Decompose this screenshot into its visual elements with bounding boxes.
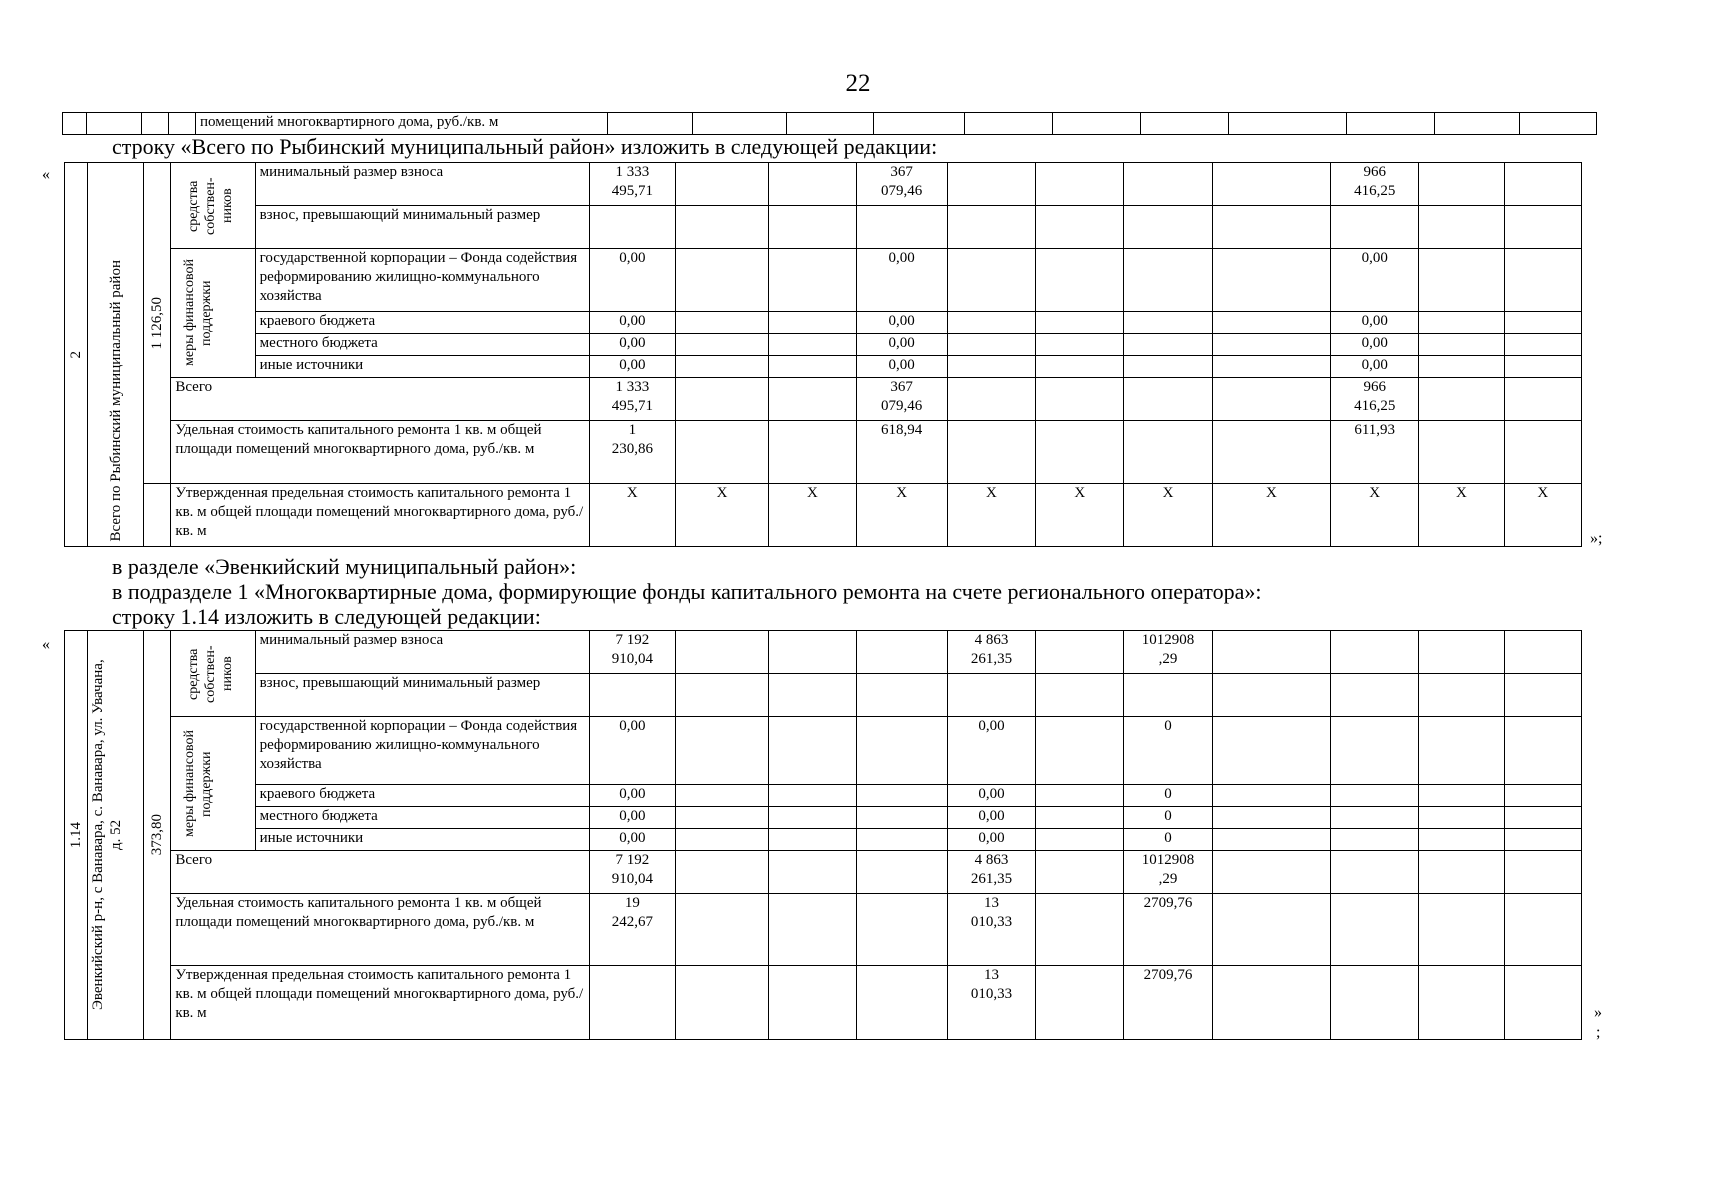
cell-value: 0,00 bbox=[856, 312, 947, 334]
x-mark: Х bbox=[1124, 484, 1212, 547]
regional-budget-label: краевого бюджета bbox=[255, 312, 589, 334]
cell-value: 13 010,33 bbox=[947, 894, 1035, 966]
open-quote-1: « bbox=[42, 166, 50, 183]
x-mark: Х bbox=[1419, 484, 1504, 547]
cell-value: 0,00 bbox=[947, 807, 1035, 829]
cell-value: 0,00 bbox=[589, 312, 675, 334]
cell-value: 0 bbox=[1124, 807, 1212, 829]
approved-cost-label: Утвержденная предельная стоимость капитального ремонта 1 кв. м общей площади помещений многоквартирного дома, руб./кв. м bbox=[171, 966, 589, 1040]
local-budget-label: местного бюджета bbox=[255, 807, 589, 829]
cell-value: 1 230,86 bbox=[589, 421, 675, 484]
cell-value: 19 242,67 bbox=[589, 894, 675, 966]
area-cell: 1 126,50 bbox=[144, 163, 171, 484]
support-header: меры финансовой поддержки bbox=[171, 717, 255, 851]
cell-value: 0,00 bbox=[1331, 356, 1419, 378]
local-budget-label: местного бюджета bbox=[255, 334, 589, 356]
unit-cost-label: Удельная стоимость капитального ремонта 1 кв. м общей площади помещений многоквартирного дома, руб./кв. м bbox=[171, 894, 589, 966]
instruction-evenki-section: в разделе «Эвенкийский муниципальный район»: bbox=[112, 554, 577, 579]
cell-value: 0,00 bbox=[1331, 249, 1419, 312]
cell-value: 2709,76 bbox=[1124, 894, 1212, 966]
cell-value: 7 192 910,04 bbox=[589, 631, 675, 674]
cell-value: 0,00 bbox=[589, 717, 675, 785]
cell-value: 1012908 ,29 bbox=[1124, 631, 1212, 674]
continuation-label: помещений многоквартирного дома, руб./кв. м bbox=[196, 113, 608, 135]
cell-value: 0,00 bbox=[947, 829, 1035, 851]
corp-fund-label: государственной корпорации – Фонда содействия реформированию жилищно-коммунального хозяйства bbox=[255, 249, 589, 312]
other-sources-label: иные источники bbox=[255, 356, 589, 378]
own-funds-header: средства собствен-ников bbox=[171, 631, 255, 717]
x-mark: Х bbox=[1331, 484, 1419, 547]
over-min-label: взнос, превышающий минимальный размер bbox=[255, 206, 589, 249]
area-cell: 373,80 bbox=[144, 631, 171, 1040]
cell-value: 4 863 261,35 bbox=[947, 631, 1035, 674]
instruction-rybinsk: строку «Всего по Рыбинский муниципальный район» изложить в следующей редакции: bbox=[112, 134, 938, 159]
instruction-row-114: строку 1.14 изложить в следующей редакции: bbox=[112, 604, 541, 629]
total-label: Всего bbox=[171, 851, 589, 894]
min-fee-label: минимальный размер взноса bbox=[255, 163, 589, 206]
x-mark: Х bbox=[1504, 484, 1581, 547]
other-sources-label: иные источники bbox=[255, 829, 589, 851]
unit-cost-label: Удельная стоимость капитального ремонта 1 кв. м общей площади помещений многоквартирного дома, руб./кв. м bbox=[171, 421, 589, 484]
open-quote-2: « bbox=[42, 636, 50, 653]
cell-value: 0,00 bbox=[1331, 334, 1419, 356]
x-mark: Х bbox=[769, 484, 856, 547]
close-quote-1: »; bbox=[1590, 530, 1603, 547]
cell-value: 0,00 bbox=[856, 334, 947, 356]
x-mark: Х bbox=[947, 484, 1035, 547]
over-min-label: взнос, превышающий минимальный размер bbox=[255, 674, 589, 717]
cell-value: 2709,76 bbox=[1124, 966, 1212, 1040]
own-funds-header: средства собствен-ников bbox=[171, 163, 255, 249]
cell-value: 0,00 bbox=[589, 356, 675, 378]
cell-value: 13 010,33 bbox=[947, 966, 1035, 1040]
cell-value: 618,94 bbox=[856, 421, 947, 484]
cell-value: 367 079,46 bbox=[856, 163, 947, 206]
page-number: 22 bbox=[845, 70, 871, 97]
x-mark: Х bbox=[856, 484, 947, 547]
instruction-evenki-subsection: в подразделе 1 «Многоквартирные дома, формирующие фонды капитального ремонта на счете регионального оператора»: bbox=[112, 579, 1262, 604]
cell-value: 0,00 bbox=[856, 356, 947, 378]
total-label: Всего bbox=[171, 378, 589, 421]
cell-value: 0 bbox=[1124, 717, 1212, 785]
cell-value: 0,00 bbox=[589, 249, 675, 312]
row-number-cell: 1.14 bbox=[65, 631, 88, 1040]
x-mark: Х bbox=[589, 484, 675, 547]
cell-value: 966 416,25 bbox=[1331, 163, 1419, 206]
min-fee-label: минимальный размер взноса bbox=[255, 631, 589, 674]
cell-value: 0,00 bbox=[589, 807, 675, 829]
evenki-row-table bbox=[64, 630, 1582, 1040]
cell-value: 1012908 ,29 bbox=[1124, 851, 1212, 894]
support-header: меры финансовой поддержки bbox=[171, 249, 255, 378]
cell-value: 1 333 495,71 bbox=[589, 163, 675, 206]
cell-value: 367 079,46 bbox=[856, 378, 947, 421]
cell-value: 966 416,25 bbox=[1331, 378, 1419, 421]
cell-value: 0,00 bbox=[947, 717, 1035, 785]
row-number-cell: 2 bbox=[65, 163, 88, 547]
cell-value: 0,00 bbox=[589, 829, 675, 851]
cell-value: 0,00 bbox=[947, 785, 1035, 807]
corp-fund-label: государственной корпорации – Фонда содействия реформированию жилищно-коммунального хозяйства bbox=[255, 717, 589, 785]
regional-budget-label: краевого бюджета bbox=[255, 785, 589, 807]
cell-value: 0 bbox=[1124, 785, 1212, 807]
approved-cost-label: Утвержденная предельная стоимость капитального ремонта 1 кв. м общей площади помещений многоквартирного дома, руб./кв. м bbox=[171, 484, 589, 547]
continuation-table bbox=[62, 112, 1597, 135]
x-mark: Х bbox=[1036, 484, 1124, 547]
cell-value: 7 192 910,04 bbox=[589, 851, 675, 894]
cell-value: 0 bbox=[1124, 829, 1212, 851]
close-quote-2: » bbox=[1594, 1004, 1602, 1021]
x-mark: Х bbox=[1212, 484, 1330, 547]
x-mark: Х bbox=[675, 484, 768, 547]
cell-value: 611,93 bbox=[1331, 421, 1419, 484]
cell-value: 0,00 bbox=[1331, 312, 1419, 334]
cell-value: 1 333 495,71 bbox=[589, 378, 675, 421]
row-name-cell: Всего по Рыбинский муниципальный район bbox=[88, 163, 144, 547]
close-semicolon-2: ; bbox=[1596, 1024, 1601, 1041]
cell-value: 4 863 261,35 bbox=[947, 851, 1035, 894]
cell-value: 0,00 bbox=[589, 334, 675, 356]
cell-value: 0,00 bbox=[856, 249, 947, 312]
rybinsk-total-table bbox=[64, 162, 1582, 547]
row-name-cell: Эвенкийский р-н, с Ванавара, с. Ванавара, ул. Увачана, д. 52 bbox=[88, 631, 144, 1040]
cell-value: 0,00 bbox=[589, 785, 675, 807]
